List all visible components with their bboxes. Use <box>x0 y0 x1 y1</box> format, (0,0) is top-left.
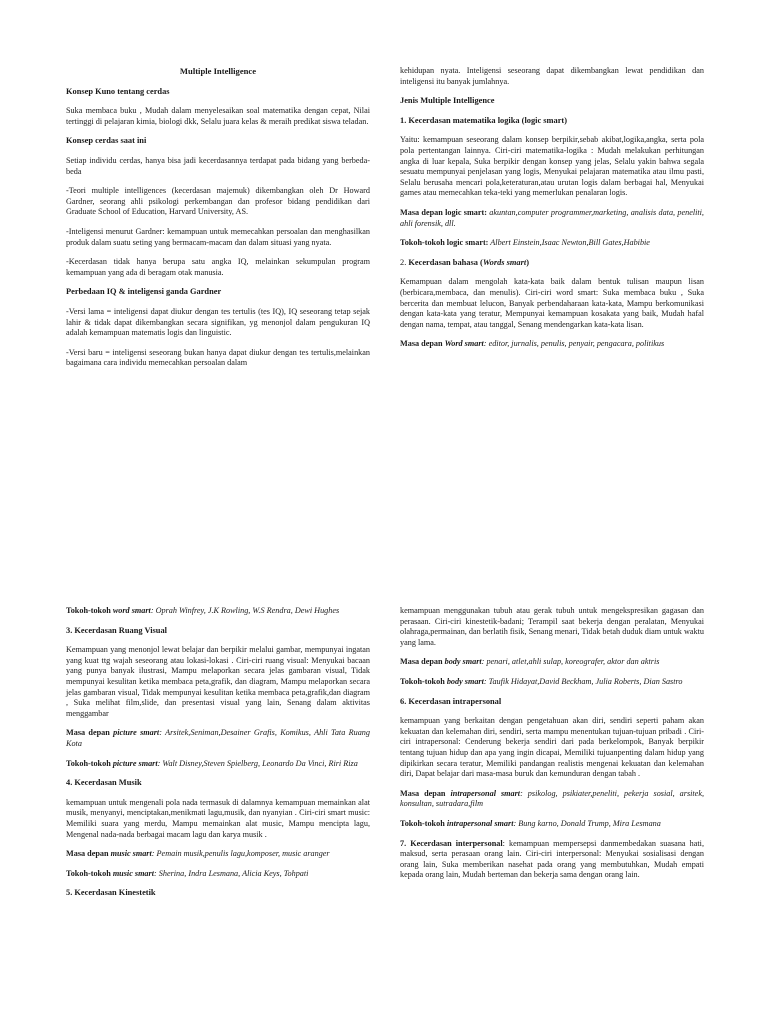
paragraph: Kemampuan yang menonjol lewat belajar dan berpikir melalui gambar, mempunyai ingatan yang kuat ttg wajah seseorang atau lokasi-lokasi . Ciri-ciri ruang visual: Menyukai bacaan yang punya banyak ilustrasi, Mampu melaporkan secara jelas gambaran visual, Tidak mempunyai kesulitan ketika membaca peta,grafik, dan diagram, Mampu melaporkan secara jelas gambaran visual, Tidak mempunyai kesulitan ketika membaca peta,grafik,dan diagram , Suka melihat film,slide, dan presentasi visual yang lain, Senang dalam aktivitas menggambar <box>66 645 370 718</box>
left-column <box>66 606 370 908</box>
section-heading: Konsep Kuno tentang cerdas <box>66 86 170 96</box>
future-careers <box>66 728 370 749</box>
label: Tokoh-tokoh logic smart: <box>400 238 489 248</box>
notable-figures <box>66 606 370 617</box>
label-italic: Word smart <box>444 339 484 349</box>
section-heading: 6. Kecerdasan intrapersonal <box>400 696 502 706</box>
notable-figures <box>66 759 370 770</box>
paragraph: Setiap individu cerdas, hanya bisa jadi kecerdasannya terdapat pada bidang yang berbeda-beda <box>66 155 370 176</box>
value: : Bung karno, Donald Trump, Mira Lesmana <box>513 818 661 828</box>
heading-end: ) <box>526 257 529 267</box>
label-italic: music smart <box>112 868 154 878</box>
label-italic: body smart <box>444 657 482 667</box>
value: : Pemain musik,penulis lagu,komposer, music aranger <box>151 849 330 859</box>
section-heading <box>400 258 704 269</box>
future-careers <box>400 789 704 810</box>
notable-figures <box>400 238 704 249</box>
paragraph: -Versi baru = inteligensi seseorang bukan hanya dapat diukur dengan tes tertulis,melainkan bagaimana cara individu memecahkan persoalan dalam <box>66 347 370 368</box>
document-title: Multiple Intelligence <box>179 66 257 76</box>
label: Tokoh-tokoh <box>400 676 447 686</box>
label-italic: intrapersonal smart <box>446 818 514 828</box>
paragraph: kemampuan untuk mengenali pola nada termasuk di dalamnya kemampuan memainkan alat musik, menyanyi, menciptakan,menikmati lagu,musik, dan nyanyian . Ciri-ciri smart music: Memiliki suara yang merdu, Mampu memainkan alat music, Mampu mencipta lagu, Mengenal nada-nada berbagai macam lagu dan karya musik . <box>66 797 370 839</box>
value: akuntan,computer programmer,marketing, analisis data, peneliti, ahli forensik, dll. <box>400 207 704 228</box>
section-heading: Konsep cerdas saat ini <box>66 136 147 146</box>
label: Tokoh-tokoh <box>400 818 447 828</box>
paragraph: -Inteligensi menurut Gardner: kemampuan untuk memecahkan persoalan dan menghasilkan produk dalam suatu seting yang bermacam-macam dan dalam situasi yang nyata. <box>66 226 370 247</box>
future-careers <box>400 339 704 350</box>
label: Masa depan logic smart: <box>400 207 487 217</box>
section-heading-inline: 7. Kecerdasan interpersonal <box>400 838 503 848</box>
future-careers <box>400 657 704 668</box>
value: Albert Einstein,Isaac Newton,Bill Gates,Habibie <box>488 238 650 248</box>
value: : Taufik Hidayat,David Beckham, Julia Roberts, Dian Sastro <box>483 676 683 686</box>
label: Masa depan <box>66 849 111 859</box>
heading-text: Kecerdasan bahasa ( <box>406 257 483 267</box>
section-heading: 1. Kecerdasan matematika logika (logic smart) <box>400 115 568 125</box>
label: Tokoh-tokoh <box>66 868 113 878</box>
label: Tokoh-tokoh <box>66 606 113 615</box>
future-careers <box>400 208 704 229</box>
future-careers <box>66 849 370 860</box>
right-column <box>400 66 704 359</box>
label: Masa depan <box>400 339 445 349</box>
paragraph: Kemampuan dalam mengolah kata-kata baik dalam bentuk tulisan maupun lisan (berbicara,membaca, dan menulis). Ciri-ciri word smart: Suka membaca buku , Suka bercerita dan membuat lelucon, Banyak perbendaharaan kata-kata, Mampu berkomunikasi dengan kata-kata yang teratur, Mempunyai kemampuan kosakata yang baik, Mudah hafal dengan nama, tempat, atau tanggal, Senang mendengarkan kata-kata lisan. <box>400 277 704 329</box>
paragraph: -Teori multiple intelligences (kecerdasan majemuk) dikembangkan oleh Dr Howard Gardner, seorang ahli psikologi perkembangan dan profesor bidang pendidikan dari Graduate School of Education, Harvard University, AS. <box>66 186 370 217</box>
value: : penari, atlet,ahli sulap, koreografer, aktor dan aktris <box>481 657 660 667</box>
heading-number: 2. <box>400 257 407 267</box>
document-page-bottom <box>0 512 768 1024</box>
heading-italic: Words smart <box>482 257 527 267</box>
right-column <box>400 606 704 890</box>
paragraph: kemampuan menggunakan tubuh atau gerak tubuh untuk mengekspresikan gagasan dan perasaan. Ciri-ciri kinestetik-badani; Terampil saat bekerja dengan peralatan, Menyukai olahraga,permainan, dan berlatih fisik, Senang menari, Tidak betah duduk diam untuk waktu yang lama. <box>400 606 704 647</box>
paragraph <box>400 839 704 881</box>
label: Masa depan <box>400 788 451 798</box>
section-heading: 5. Kecerdasan Kinestetik <box>66 888 156 898</box>
value: : Oprah Winfrey, J.K Rowling, W.S Rendra, Dewi Hughes <box>150 606 340 615</box>
label: Masa depan <box>66 728 114 738</box>
label-italic: intrapersonal smart <box>450 788 521 798</box>
paragraph-text: : kemampuan mempersepsi danmembedakan suasana hati, maksud, serta perasaan orang lain. Ciri-ciri interpersonal: Menyukai sosialisasi dengan orang lain, Suka memberikan nasehat pada orang yang membutuhkan, Mudah empati kepada orang lain, Mudah berteman dan bekerja sama dengan orang lain. <box>400 838 704 880</box>
paragraph: kemampuan yang berkaitan dengan pengetahuan akan diri, sendiri seperti paham akan kekuatan dan kelemahan diri, sendiri, serta mampu menentukan tujuan-tujuan pribadi . Ciri-ciri intrapersonal: Cenderung bekerja sendiri dari pada berkelompok, Banyak berpikir tentang tujuan hidup dan apa yang ingin dicapai, Memiliki tujuanpenting dalam hidup yang dipikirkan secara teratur, Memiliki pandangan realistis mengenai kekuatan dan kelemahan diri, Dapat belajar dari masa-masa buruk dan kemunduran dengan tabah . <box>400 716 704 779</box>
notable-figures <box>400 819 704 830</box>
label: Tokoh-tokoh <box>66 758 113 768</box>
label-italic: picture smart <box>112 758 158 768</box>
label-italic: word smart <box>112 606 151 615</box>
paragraph: -Kecerdasan tidak hanya berupa satu angka IQ, melainkan sekumpulan program kemampuan yang ada di beragam otak manusia. <box>66 257 370 277</box>
section-heading: 4. Kecerdasan Musik <box>66 778 142 788</box>
label-italic: music smart <box>110 849 152 859</box>
left-column <box>66 66 370 378</box>
section-heading: 3. Kecerdasan Ruang Visual <box>66 625 167 635</box>
value: : Walt Disney,Steven Spielberg, Leonardo Da Vinci, Riri Riza <box>157 758 358 768</box>
section-heading: Jenis Multiple Intelligence <box>400 96 495 106</box>
value: : Arsitek,Seniman,Desainer Grafis, Komikus, Ahli Tata Ruang Kota <box>66 728 370 748</box>
value: : psikolog, psikiater,peneliti, pekerja sosial, arsitek, konsultan, sutradara,film <box>400 788 705 809</box>
notable-figures <box>400 677 704 688</box>
label: Masa depan <box>400 657 445 667</box>
value: : editor, jurnalis, penulis, penyair, pengacara, politikus <box>483 339 665 349</box>
label-italic: body smart <box>446 676 484 686</box>
section-heading: Perbedaan IQ & inteligensi ganda Gardner <box>66 287 222 297</box>
notable-figures <box>66 869 370 880</box>
paragraph: -Versi lama = inteligensi dapat diukur dengan tes tertulis (tes IQ), IQ seseorang tetap sejak lahir & tidak dapat dikembangkan secara signifikan, yg menonjol dalam pengukuran IQ adalah kemampuan matematis logis dan linguistic. <box>66 306 370 338</box>
value: : Sherina, Indra Lesmana, Alicia Keys, Tohpati <box>154 868 309 878</box>
label-italic: picture smart <box>113 728 160 738</box>
paragraph: kehidupan nyata. Inteligensi seseorang dapat dikembangkan lewat pendidikan dan inteligensi itu banyak jumlahnya. <box>400 66 704 86</box>
paragraph: Yaitu: kemampuan seseorang dalam konsep berpikir,sebab akibat,logika,angka, serta pola pola pertentangan lainnya. Ciri-ciri matematika-logika : Mudah melakukan perhitungan angka di luar kepala, Suka berpikir dengan konsep yang jelas, Selalu yakin bahwa segala sesuatu mempunyai penjelasan yang logis, Menyukai pelajaran matematika atau ilmu pasti, Selalu berusaha mencari pola,keteraturan,atau urutan logis dalam berbagai hal, Menyukai games atau memecahkan teka-teki yang memerlukan penalaran logis. <box>400 135 704 198</box>
paragraph: Suka membaca buku , Mudah dalam menyelesaikan soal matematika dengan cepat, Nilai tertinggi di pelajaran kimia, biologi dkk, Selalu juara kelas & meraih predikat siswa teladan. <box>66 106 370 126</box>
